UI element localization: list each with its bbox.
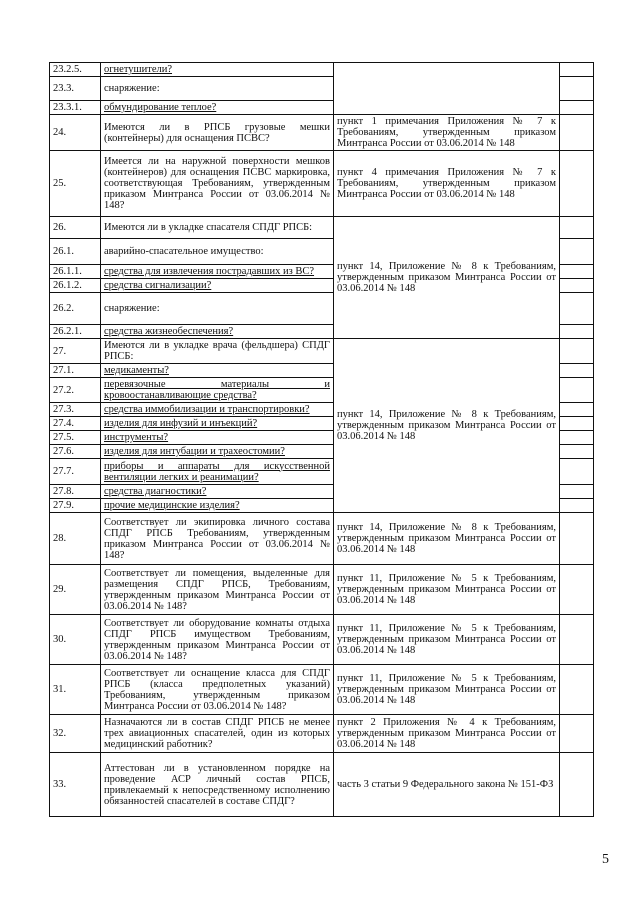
row-number: 23.3. — [50, 77, 101, 101]
answer-cell[interactable] — [560, 364, 594, 378]
answer-cell[interactable] — [560, 217, 594, 239]
row-number: 26.1. — [50, 239, 101, 265]
question-cell: приборы и аппараты для искусственной вентиляции легких и реанимации? — [101, 459, 334, 485]
question-cell: Аттестован ли в установленном порядке на проведение АСР личный состав РПСБ, привлекаемый к непосредственному исполнению обязанностей спасателей в составе СПДГ? — [101, 753, 334, 817]
table-row — [50, 615, 594, 665]
answer-cell[interactable] — [560, 339, 594, 364]
requirement-cell: пункт 2 Приложения № 4 к Требованиям, утвержденным приказом Минтранса России от 03.06.2014 № 148 — [334, 715, 560, 753]
question-cell: медикаменты? — [101, 364, 334, 378]
question-cell: огнетушители? — [101, 63, 334, 77]
row-number: 26.1.2. — [50, 279, 101, 293]
row-number: 27. — [50, 339, 101, 364]
row-number: 27.2. — [50, 378, 101, 403]
question-cell: снаряжение: — [101, 77, 334, 101]
answer-cell[interactable] — [560, 325, 594, 339]
question-cell: средства жизнеобеспечения? — [101, 325, 334, 339]
requirement-cell — [334, 63, 560, 115]
answer-cell[interactable] — [560, 239, 594, 265]
question-cell: Имеются ли в укладке спасателя СПДГ РПСБ: — [101, 217, 334, 239]
page-number: 5 — [602, 852, 609, 867]
table-row — [50, 151, 594, 217]
answer-cell[interactable] — [560, 101, 594, 115]
row-number: 27.9. — [50, 499, 101, 513]
answer-cell[interactable] — [560, 279, 594, 293]
question-cell: изделия для интубации и трахеостомии? — [101, 445, 334, 459]
table-row — [50, 115, 594, 151]
question-cell: средства для извлечения пострадавших из ВС? — [101, 265, 334, 279]
table-row — [50, 753, 594, 817]
row-number: 27.1. — [50, 364, 101, 378]
answer-cell[interactable] — [560, 151, 594, 217]
answer-cell[interactable] — [560, 417, 594, 431]
row-number: 29. — [50, 565, 101, 615]
row-number: 27.4. — [50, 417, 101, 431]
answer-cell[interactable] — [560, 753, 594, 817]
requirement-cell: пункт 4 примечания Приложения № 7 к Требованиям, утвержденным приказом Минтранса России от 03.06.2014 № 148 — [334, 151, 560, 217]
row-number: 27.6. — [50, 445, 101, 459]
row-number: 25. — [50, 151, 101, 217]
answer-cell[interactable] — [560, 665, 594, 715]
requirement-cell: пункт 11, Приложение № 5 к Требованиям, утвержденным приказом Минтранса России от 03.06.2014 № 148 — [334, 615, 560, 665]
requirement-cell: пункт 14, Приложение № 8 к Требованиям, утвержденным приказом Минтранса России от 03.06.2014 № 148 — [334, 217, 560, 339]
answer-cell[interactable] — [560, 378, 594, 403]
answer-cell[interactable] — [560, 403, 594, 417]
answer-cell[interactable] — [560, 499, 594, 513]
answer-cell[interactable] — [560, 445, 594, 459]
row-number: 23.3.1. — [50, 101, 101, 115]
checklist-table — [49, 62, 594, 817]
table-row — [50, 565, 594, 615]
requirement-cell: пункт 11, Приложение № 5 к Требованиям, утвержденным приказом Минтранса России от 03.06.2014 № 148 — [334, 665, 560, 715]
requirement-cell: пункт 11, Приложение № 5 к Требованиям, утвержденным приказом Минтранса России от 03.06.2014 № 148 — [334, 565, 560, 615]
question-cell: средства иммобилизации и транспортировки? — [101, 403, 334, 417]
question-cell: снаряжение: — [101, 293, 334, 325]
question-cell: прочие медицинские изделия? — [101, 499, 334, 513]
question-cell: Имеются ли в укладке врача (фельдшера) СПДГ РПСБ: — [101, 339, 334, 364]
row-number: 26. — [50, 217, 101, 239]
row-number: 32. — [50, 715, 101, 753]
row-number: 33. — [50, 753, 101, 817]
row-number: 26.2. — [50, 293, 101, 325]
question-cell: Соответствует ли помещения, выделенные для размещения СПДГ РПСБ, Требованиям, утвержденным приказом Минтранса России от 03.06.2014 № 148? — [101, 565, 334, 615]
requirement-cell: пункт 14, Приложение № 8 к Требованиям, утвержденным приказом Минтранса России от 03.06.2014 № 148 — [334, 513, 560, 565]
question-cell: изделия для инфузий и инъекций? — [101, 417, 334, 431]
table-row — [50, 513, 594, 565]
question-cell: аварийно-спасательное имущество: — [101, 239, 334, 265]
row-number: 31. — [50, 665, 101, 715]
question-cell: Соответствует ли оснащение класса для СПДГ РПСБ (класса предполетных указаний) Требованиям, утвержденным приказом Минтранса России от 03.06.2014 № 148? — [101, 665, 334, 715]
row-number: 30. — [50, 615, 101, 665]
row-number: 27.7. — [50, 459, 101, 485]
question-cell: Назначаются ли в состав СПДГ РПСБ не менее трех авиационных спасателей, один из которых медицинский работник? — [101, 715, 334, 753]
table-row — [50, 665, 594, 715]
answer-cell[interactable] — [560, 485, 594, 499]
table-row — [50, 339, 594, 364]
answer-cell[interactable] — [560, 565, 594, 615]
answer-cell[interactable] — [560, 513, 594, 565]
answer-cell[interactable] — [560, 459, 594, 485]
answer-cell[interactable] — [560, 431, 594, 445]
row-number: 24. — [50, 115, 101, 151]
requirement-cell: пункт 14, Приложение № 8 к Требованиям, утвержденным приказом Минтранса России от 03.06.2014 № 148 — [334, 339, 560, 513]
row-number: 26.2.1. — [50, 325, 101, 339]
question-cell: Соответствует ли оборудование комнаты отдыха СПДГ РПСБ имуществом Требованиям, утвержденным приказом Минтранса России от 03.06.2014 № 148? — [101, 615, 334, 665]
requirement-cell: часть 3 статьи 9 Федерального закона № 151-ФЗ — [334, 753, 560, 817]
question-cell: Имеются ли в РПСБ грузовые мешки (контейнеры) для оснащения ПСВС? — [101, 115, 334, 151]
answer-cell[interactable] — [560, 615, 594, 665]
answer-cell[interactable] — [560, 265, 594, 279]
question-cell: средства сигнализации? — [101, 279, 334, 293]
question-cell: инструменты? — [101, 431, 334, 445]
question-cell: Имеется ли на наружной поверхности мешков (контейнеров) для оснащения ПСВС маркировка, соответствующая Требованиям, утвержденным приказом Минтранса России от 03.06.2014 № 148? — [101, 151, 334, 217]
table-row — [50, 217, 594, 239]
table-row — [50, 63, 594, 77]
question-cell: перевязочные материалы и кровоостанавливающие средства? — [101, 378, 334, 403]
question-cell: Соответствует ли экипировка личного состава СПДГ РПСБ Требованиям, утвержденным приказом Минтранса России от 03.06.2014 № 148? — [101, 513, 334, 565]
answer-cell[interactable] — [560, 77, 594, 101]
question-cell: обмундирование теплое? — [101, 101, 334, 115]
answer-cell[interactable] — [560, 293, 594, 325]
row-number: 27.8. — [50, 485, 101, 499]
requirement-cell: пункт 1 примечания Приложения № 7 к Требованиям, утвержденным приказом Минтранса России от 03.06.2014 № 148 — [334, 115, 560, 151]
row-number: 23.2.5. — [50, 63, 101, 77]
row-number: 27.5. — [50, 431, 101, 445]
answer-cell[interactable] — [560, 115, 594, 151]
question-cell: средства диагностики? — [101, 485, 334, 499]
row-number: 28. — [50, 513, 101, 565]
answer-cell[interactable] — [560, 63, 594, 77]
answer-cell[interactable] — [560, 715, 594, 753]
table-row — [50, 715, 594, 753]
row-number: 27.3. — [50, 403, 101, 417]
row-number: 26.1.1. — [50, 265, 101, 279]
